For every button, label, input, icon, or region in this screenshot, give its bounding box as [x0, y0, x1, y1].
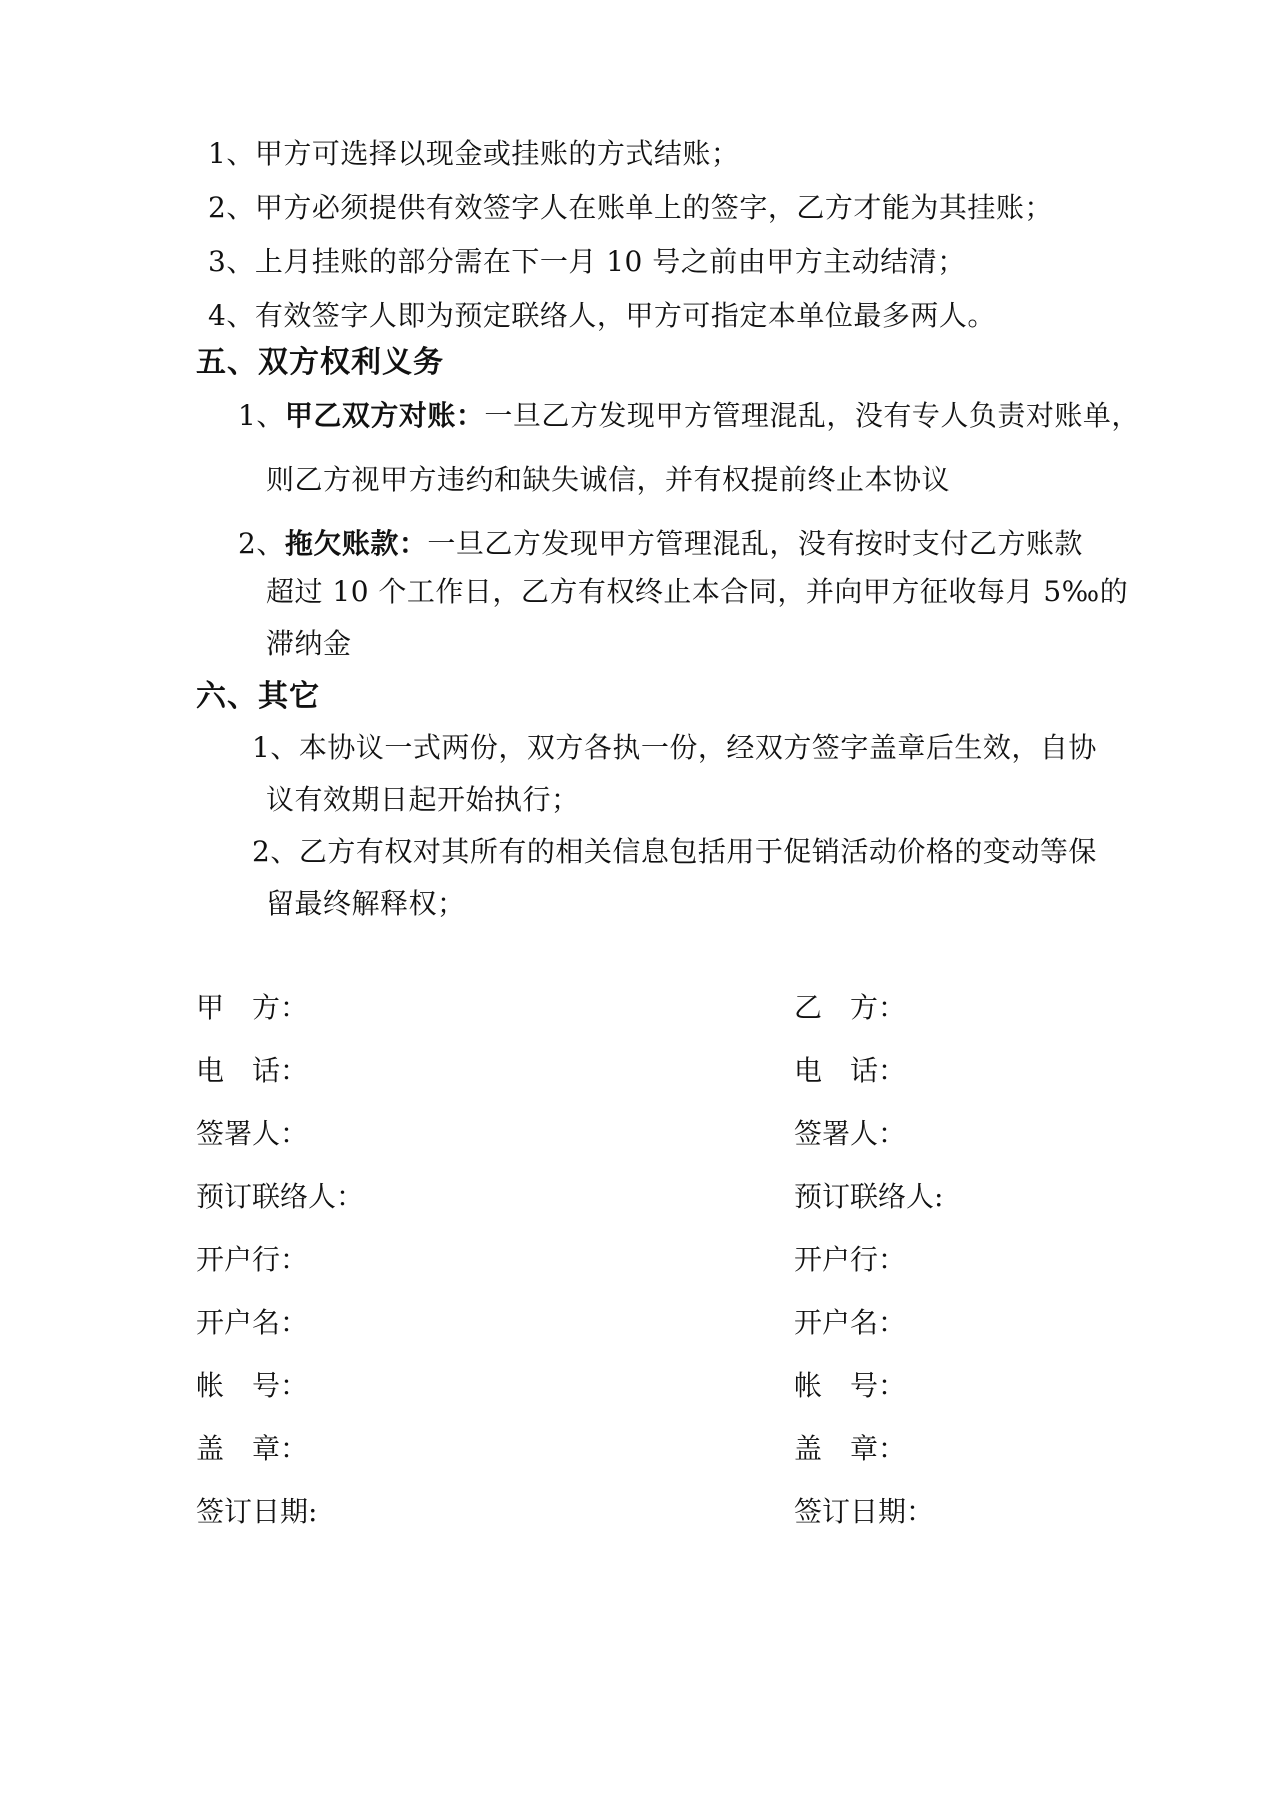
party-a-signer-label: 签署人： — [196, 1117, 309, 1150]
section5-item1-line1 — [238, 398, 1140, 434]
section5-item2-line2: 超过 10 个工作日，乙方有权终止本合同，并向甲方征收每月 5‰的 — [266, 575, 1129, 608]
section6-item2-line1: 2、乙方有权对其所有的相关信息包括用于促销活动价格的变动等保 — [252, 835, 1097, 868]
section6-item1-line2: 议有效期日起开始执行； — [266, 783, 580, 816]
party-a-account-name-label: 开户名： — [196, 1306, 309, 1339]
party-a-phone-label: 电 话： — [196, 1054, 309, 1087]
party-a-seal-label: 盖 章： — [196, 1432, 309, 1465]
party-b-account-name-label: 开户名： — [794, 1306, 907, 1339]
section5-item2-line3: 滞纳金 — [266, 627, 352, 660]
party-b-date-label: 签订日期： — [794, 1495, 935, 1528]
section6-item2-line2: 留最终解释权； — [266, 887, 466, 920]
section6-item1-line1: 1、本协议一式两份，双方各执一份，经双方签字盖章后生效，自协 — [252, 731, 1097, 764]
party-b-bank-label: 开户行： — [794, 1243, 907, 1276]
section4-item-4: 4、有效签字人即为预定联络人，甲方可指定本单位最多两人。 — [208, 299, 996, 332]
section5-item1-text: 一旦乙方发现甲方管理混乱，没有专人负责对账单， — [484, 399, 1140, 432]
party-a-name-label: 甲 方： — [196, 991, 309, 1024]
party-a-contact-label: 预订联络人： — [196, 1180, 365, 1213]
party-b-account-number-label: 帐 号： — [794, 1369, 907, 1402]
party-b-name-label: 乙 方： — [794, 991, 907, 1024]
section6-heading: 六、其它 — [196, 679, 320, 714]
section4-item-3: 3、上月挂账的部分需在下一月 10 号之前由甲方主动结清； — [208, 245, 966, 278]
party-b-signer-label: 签署人： — [794, 1117, 907, 1150]
section5-item1-number: 1、 — [238, 399, 285, 432]
section5-item2-number: 2、 — [238, 527, 285, 560]
party-b-seal-label: 盖 章： — [794, 1432, 907, 1465]
section4-item-1: 1、甲方可选择以现金或挂账的方式结账； — [208, 137, 740, 170]
section4-item-2: 2、甲方必须提供有效签字人在账单上的签字，乙方才能为其挂账； — [208, 191, 1053, 224]
section5-item2-text: 一旦乙方发现甲方管理混乱，没有按时支付乙方账款 — [427, 527, 1083, 560]
party-a-date-label: 签订日期: — [196, 1495, 318, 1528]
section5-item2-line1 — [238, 526, 1083, 562]
party-b-phone-label: 电 话： — [794, 1054, 907, 1087]
section5-item1-line2: 则乙方视甲方违约和缺失诚信，并有权提前终止本协议 — [266, 463, 951, 496]
section5-heading: 五、双方权利义务 — [196, 345, 444, 380]
party-a-account-number-label: 帐 号： — [196, 1369, 309, 1402]
section5-item2-term: 拖欠账款： — [284, 527, 428, 560]
party-a-bank-label: 开户行： — [196, 1243, 309, 1276]
party-b-contact-label: 预订联络人: — [794, 1180, 944, 1213]
section5-item1-term: 甲乙双方对账： — [284, 399, 485, 432]
